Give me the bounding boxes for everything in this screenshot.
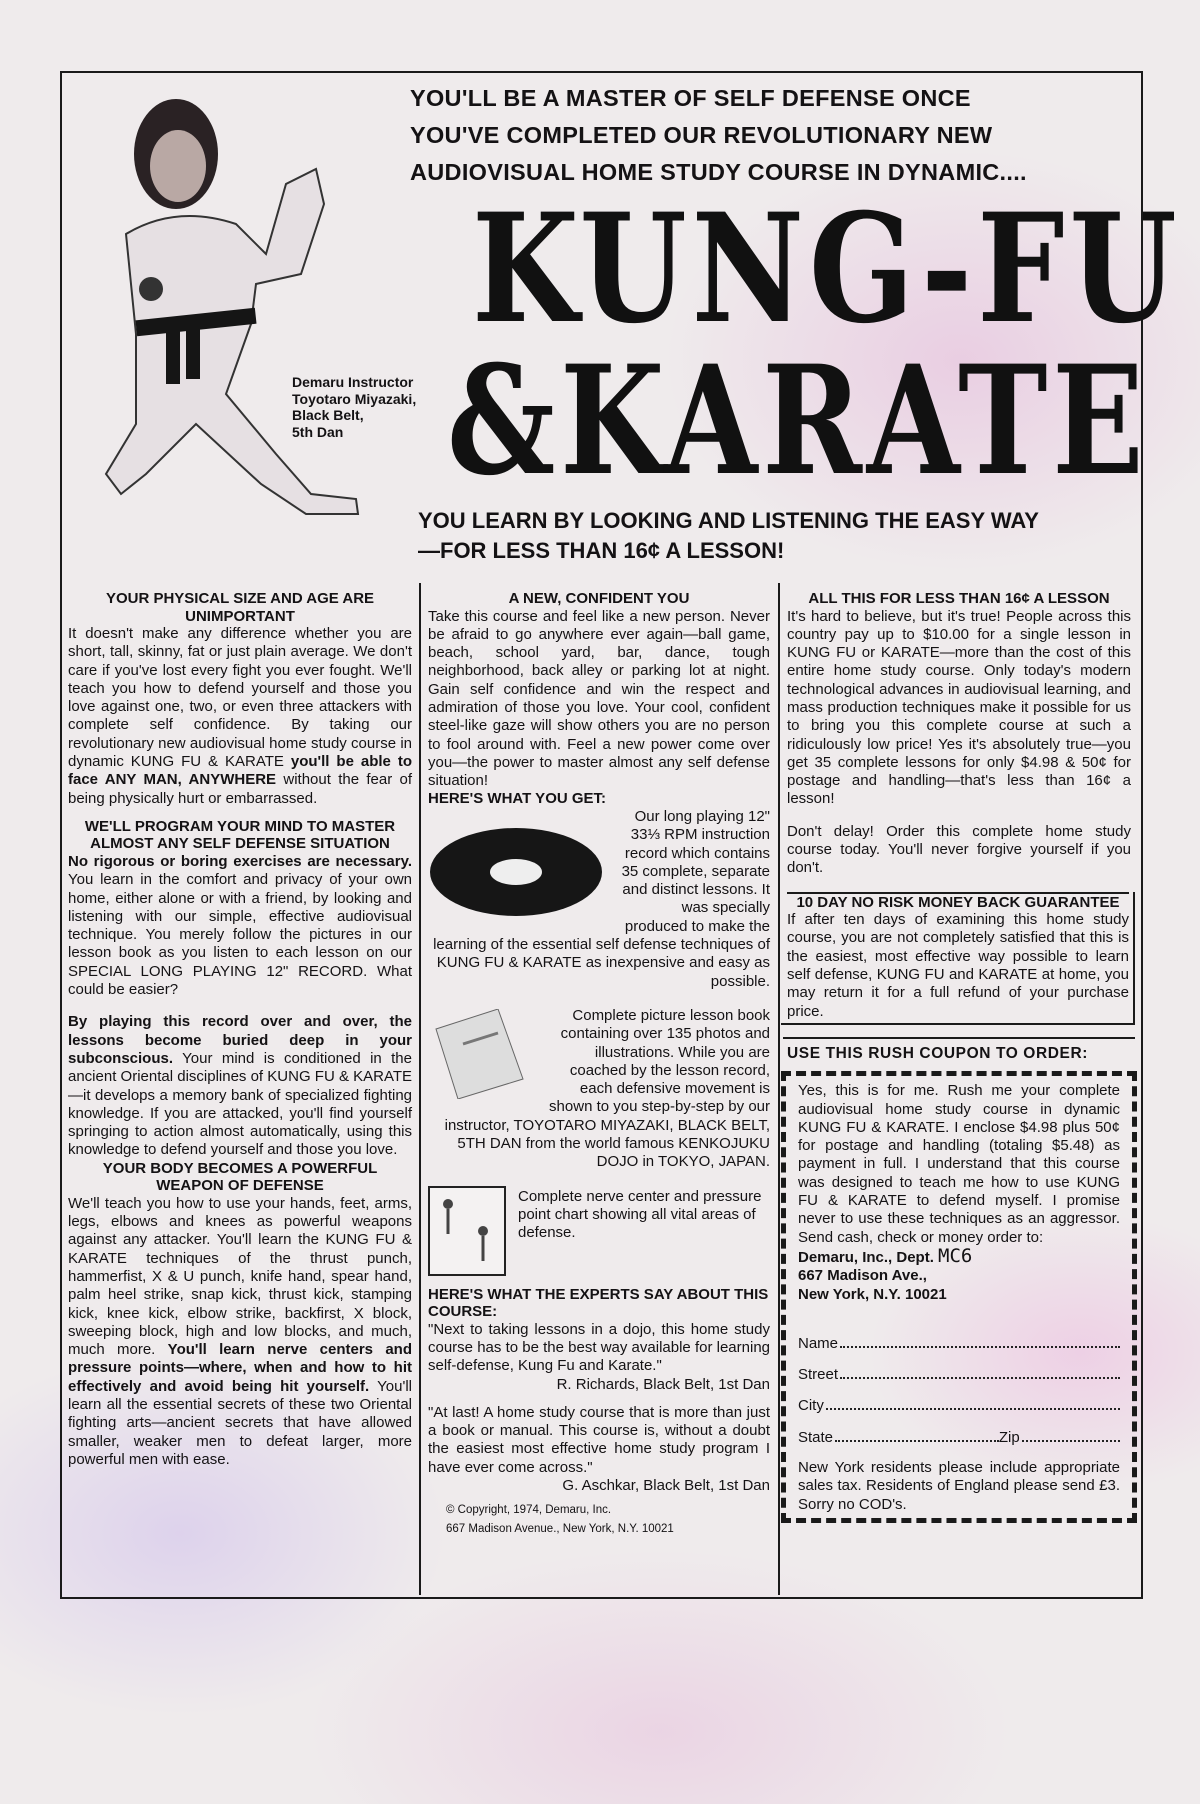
testimonial-quote: "At last! A home study course that is more than just a book or manual. This course is, without a doubt the easiest most effective home study program I have ever come across." xyxy=(428,1403,770,1476)
headline-line: YOU'VE COMPLETED OUR REVOLUTIONARY NEW xyxy=(410,122,993,148)
caption-line: Toyotaro Miyazaki, xyxy=(292,390,417,407)
address-line: Demaru, Inc., Dept. xyxy=(798,1248,934,1266)
guarantee-box xyxy=(781,892,1135,1025)
body-text: Take this course and feel like a new person. Never be afraid to go anywhere ever again—ball game, beach, school yard, bar, dance, tough neighborhood, back alley or parking lot at night. Gain self confidence and win the respect and admiration of those you love. Your cool, confident steel-like gaze will show others you are no person to fool around with. Feel a new power come over you—the power to master almost any self defense situation! xyxy=(428,607,770,790)
guarantee-title: 10 DAY NO RISK MONEY BACK GUARANTEE xyxy=(787,892,1129,912)
subhead-line: —FOR LESS THAN 16¢ A LESSON! xyxy=(418,538,785,563)
field-label: City xyxy=(798,1397,824,1415)
caption-line: Demaru Instructor xyxy=(292,374,414,390)
body-text: It doesn't make any difference whether you are short, tall, skinny, fat or just plain average. We don't care if you've lost every fight you ever fought. We'll teach you how to defend yourself and those you love against one, two, or even three attackers with complete self confidence. By taking our revolutionary new audiovisual home study course in dynamic KUNG FU & KARATE you'll be able to face ANY MAN, ANYWHERE without the fear of being physically hurt or embarrassed. xyxy=(68,625,413,807)
body-text: It's hard to believe, but it's true! People across this country pay up to $10.00 for a single lesson in KUNG FU or KARATE—more than the cost of this entire home study course. Only today's modern technological advances in audiovisual learning, and mass production techniques make it possible for us to bring you this complete course at such a ridiculously low price! Yes it's absolutely true—you get 35 complete lessons for only $4.98 & 50¢ for postage and handling—that's less than 16¢ a lesson! xyxy=(787,607,1131,808)
chart-description: Complete nerve center and pressure point chart showing all vital areas of defense. xyxy=(428,1184,770,1243)
headline-line: AUDIOVISUAL HOME STUDY COURSE IN DYNAMIC.... xyxy=(410,159,1027,185)
section-heading: A NEW, CONFIDENT YOU xyxy=(508,590,690,607)
field-label: Zip xyxy=(998,1428,1020,1446)
instructor-photo xyxy=(66,74,416,579)
section-heading: YOUR PHYSICAL SIZE AND AGE ARE UNIMPORTANT xyxy=(105,590,375,625)
section-heading: HERE'S WHAT THE EXPERTS SAY ABOUT THIS COURSE: xyxy=(428,1285,769,1321)
field-label: Street xyxy=(798,1366,839,1384)
section-heading: HERE'S WHAT YOU GET: xyxy=(428,790,607,808)
pressure-point-chart-icon xyxy=(428,1186,508,1278)
logo-kung-fu: KUNG-FU xyxy=(472,181,1182,357)
book-description: Complete picture lesson book containing over 135 photos and illustrations. While you are coached by the lesson record, each defensive movement is shown to you step-by-step by our instructor, TOYOTARO MIYAZAKI, BLACK BELT, 5TH DAN from the world famous KENKOJUKU DOJO in TOKYO, JAPAN. xyxy=(428,1007,770,1172)
order-coupon[interactable] xyxy=(781,1071,1137,1523)
body-text: Don't delay! Order this complete home study course today. You'll never forgive yourself if you don't. xyxy=(787,822,1131,877)
column-divider xyxy=(419,583,421,1595)
state-zip-field[interactable] xyxy=(798,1428,1120,1447)
subheadline xyxy=(418,506,1138,566)
column-right xyxy=(787,590,1131,1523)
section-heading: ALL THIS FOR LESS THAN 16¢ A LESSON xyxy=(808,590,1110,607)
body-text: We'll teach you how to use your hands, feet, arms, legs, elbows and knees as powerful weapons against any attacker. You'll learn the KUNG FU & KARATE techniques of the thrust punch, hammerfist, X & U punch, knife hand, spear hand, palm heel strike, snap kick, thrust kick, stamping kick, knee kick, elbow strike, backfirst, X block, sweeping block, high and low blocks, and much, much more. You'll learn nerve centers and pressure points—where, when and how to hit effectively and avoid being hit yourself. You'll learn all the essential secrets of these two Oriental fighting arts—ancient secrets that have allowed smaller, weaker men to defeat larger, more powerful men with ease. xyxy=(68,1194,412,1468)
coupon-text: Yes, this is for me. Rush me your complete audiovisual home study course in dynamic KUNG FU & KARATE. I enclose $4.98 plus 50¢ for postage and handling (totaling $5.48) as payment in full. I understand that this course was designed to teach me how to use KUNG FU & KARATE to defend myself. I promise never to use these techniques as an aggressor. Send cash, check or money order to: xyxy=(798,1082,1120,1246)
field-label: State xyxy=(798,1428,834,1446)
coupon-title: USE THIS RUSH COUPON TO ORDER: xyxy=(783,1037,1135,1069)
field-label: Name xyxy=(798,1334,839,1352)
city-field[interactable] xyxy=(798,1396,1120,1415)
testimonial-author: G. Aschkar, Black Belt, 1st Dan xyxy=(562,1476,770,1494)
instructor-figure xyxy=(66,74,416,579)
street-field[interactable] xyxy=(798,1365,1120,1384)
logo-karate: &KARATE xyxy=(447,333,1149,509)
section-heading: YOUR BODY BECOMES A POWERFUL WEAPON OF DEFENSE xyxy=(102,1159,378,1195)
body-text: No rigorous or boring exercises are necessary. You learn in the comfort and privacy of your own home, either alone or with a friend, by looking and listening with our simple, effective audiovisual technique. You merely follow the pictures in our lesson book as you listen to each lesson on our SPECIAL LONG PLAYING 12" RECORD. What could be easier? xyxy=(68,852,412,999)
testimonial-quote: "Next to taking lessons in a dojo, this home study course has to be the best way available for learning self-defense, Kung Fu and Karate." xyxy=(428,1320,770,1375)
fill-line[interactable] xyxy=(826,1396,1120,1410)
headline-line: YOU'LL BE A MASTER OF SELF DEFENSE ONCE xyxy=(410,85,971,111)
column-middle xyxy=(428,590,770,1539)
subhead-line: YOU LEARN BY LOOKING AND LISTENING THE EASY WAY xyxy=(418,508,1039,533)
body-text: By playing this record over and over, the lessons become buried deep in your subconscious. Your mind is conditioned in the ancient Oriental disciplines of KUNG FU & KARATE—it develops a memory bank of specialized fighting knowledge. If you are attacked, you'll find yourself springing to action almost automatically, using this knowledge to defend yourself and those you love. xyxy=(68,1013,413,1159)
column-divider xyxy=(778,583,780,1595)
dept-code: MC6 xyxy=(938,1244,973,1267)
coupon-footer: New York residents please include appropriate sales tax. Residents of England please send £3. Sorry no COD's. xyxy=(798,1458,1120,1513)
lesson-book-icon xyxy=(428,1009,528,1099)
headline xyxy=(410,80,1130,191)
mailing-address xyxy=(798,1244,1120,1304)
copyright-address: 667 Madison Avenue., New York, N.Y. 10021 xyxy=(446,1523,674,1536)
photo-caption xyxy=(292,374,442,440)
fill-line[interactable] xyxy=(835,1428,999,1442)
guarantee-text: If after ten days of examining this home study course, you are not completely satisfied that this is the easiest, most effective way possible to learn self defense, KUNG FU and KARATE at home, you may return it for a full refund of your purchase price. xyxy=(787,911,1129,1020)
name-field[interactable] xyxy=(798,1334,1120,1353)
record-icon xyxy=(428,810,608,920)
fill-line[interactable] xyxy=(840,1365,1120,1379)
record-description: Our long playing 12" 33⅓ RPM instruction record which contains 35 complete, separate and distinct lessons. It was specially produced to make the learning of the essential self defense techniques of KUNG FU & KARATE as inexpensive and easy as possible. xyxy=(428,808,770,991)
fill-line[interactable] xyxy=(840,1334,1120,1348)
column-left xyxy=(68,590,412,1469)
address-line: New York, N.Y. 10021 xyxy=(798,1285,947,1303)
testimonial-author: R. Richards, Black Belt, 1st Dan xyxy=(556,1375,770,1393)
caption-line: 5th Dan xyxy=(292,423,344,440)
address-line: 667 Madison Ave., xyxy=(798,1267,927,1285)
caption-line: Black Belt, xyxy=(292,407,364,423)
section-heading: WE'LL PROGRAM YOUR MIND TO MASTER ALMOST ANY SELF DEFENSE SITUATION xyxy=(84,817,396,853)
copyright: © Copyright, 1974, Demaru, Inc. xyxy=(446,1504,612,1517)
fill-line[interactable] xyxy=(1022,1428,1120,1442)
